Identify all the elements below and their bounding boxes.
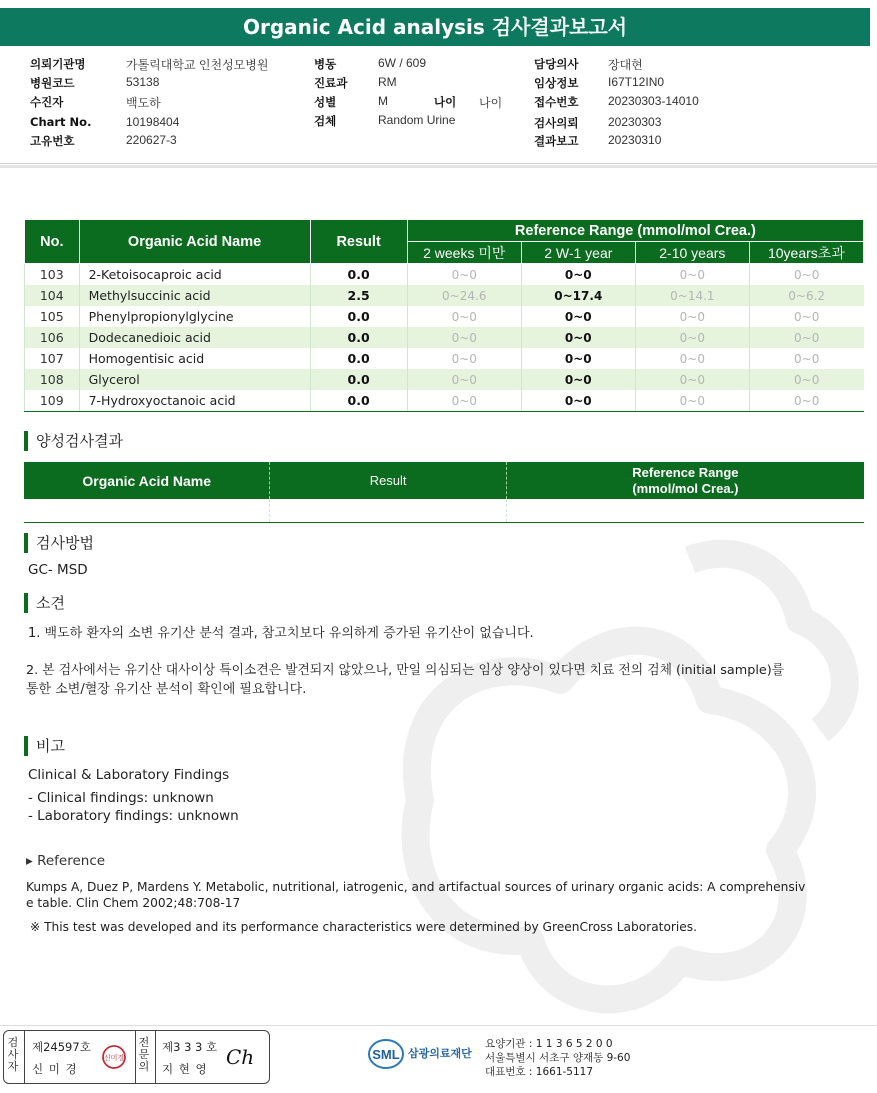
specialist-label: 전문의 [138, 1036, 150, 1073]
col-header-range [506, 462, 864, 499]
info-label: 고유번호 [30, 134, 75, 148]
table-row [25, 327, 864, 348]
cell-range: 0~0 [635, 390, 749, 412]
info-label: 담당의사 [534, 57, 579, 71]
cell-name: Dodecanedioic acid [79, 327, 310, 348]
info-value: 53138 [126, 75, 160, 89]
cell-range: 0~0 [407, 390, 521, 412]
section-title-remarks: 비고 [24, 736, 65, 756]
table-row [24, 499, 864, 523]
cell-name: 7-Hydroxyoctanoic acid [79, 390, 310, 412]
cell-result: 2.5 [310, 285, 407, 306]
cell-no: 107 [25, 348, 80, 369]
cell-range: 0~14.1 [635, 285, 749, 306]
info-value: 20230303-14010 [608, 94, 699, 108]
info-value: 가톨릭대학교 인천성모병원 [126, 58, 269, 72]
info-label: 검사의뢰 [534, 116, 579, 130]
cell-name: Glycerol [79, 369, 310, 390]
info-value: Random Urine [378, 113, 456, 127]
reference-title: ▸ Reference [26, 853, 106, 869]
info-label: 의뢰기관명 [30, 57, 86, 71]
cell-no: 109 [25, 390, 80, 412]
institution-code: 요양기관 : 1 1 3 6 5 2 0 0 [485, 1038, 613, 1050]
col-header-result: Result [270, 462, 506, 499]
info-value: 220627-3 [126, 133, 177, 147]
cell-name: Methylsuccinic acid [79, 285, 310, 306]
info-label: 병원코드 [30, 76, 75, 90]
handwritten-signature: Ch [226, 1045, 255, 1069]
seal-stamp-icon [102, 1045, 126, 1069]
watermark-graphic [360, 500, 877, 1020]
specialist-name: 지 현 영 [162, 1062, 208, 1076]
cell-name: Phenylpropionylglycine [79, 306, 310, 327]
institution-name: 삼광의료재단 [408, 1047, 472, 1060]
signature-box [3, 1030, 270, 1084]
patient-info [30, 56, 870, 156]
info-label: Chart No. [30, 115, 92, 129]
table-row [25, 348, 864, 369]
range-label-line1: Reference Range [632, 464, 739, 480]
remarks-line-2: - Clinical findings: unknown [28, 790, 214, 806]
col-subheader: 2-10 years [635, 242, 749, 264]
specialist-license: 제3 3 3 호 [162, 1040, 218, 1054]
cell-range: 0~0 [407, 348, 521, 369]
col-subheader: 10years초과 [749, 242, 863, 264]
section-title-findings: 소견 [24, 593, 65, 613]
cell-result: 0.0 [310, 390, 407, 412]
col-header-name: Organic Acid Name [24, 462, 270, 499]
info-label: 병동 [314, 57, 337, 71]
col-header-result: Result [310, 220, 407, 264]
info-value: 장대현 [608, 58, 643, 72]
col-subheader: 2 W-1 year [521, 242, 635, 264]
col-header-name: Organic Acid Name [79, 220, 310, 264]
divider [135, 1031, 136, 1083]
cell-name: Homogentisic acid [79, 348, 310, 369]
cell-range: 0~0 [521, 306, 635, 327]
cell-range: 0~0 [749, 369, 863, 390]
info-label: 진료과 [314, 76, 348, 90]
cell-range: 0~0 [635, 369, 749, 390]
cell-no: 108 [25, 369, 80, 390]
cell-range: 0~0 [749, 327, 863, 348]
info-value: I67T12IN0 [608, 75, 665, 89]
cell-range: 0~0 [521, 369, 635, 390]
institution-info [485, 1037, 630, 1079]
empty-cell [506, 499, 864, 523]
cell-range: 0~0 [749, 306, 863, 327]
section-title-method: 검사방법 [24, 533, 94, 553]
cell-range: 0~0 [407, 327, 521, 348]
cell-result: 0.0 [310, 369, 407, 390]
table-row [25, 306, 864, 327]
col-header-range: Reference Range (mmol/mol Crea.) [407, 220, 863, 242]
remarks-line-3: - Laboratory findings: unknown [28, 808, 239, 824]
info-label: 성별 [314, 95, 337, 109]
seal-stamp-text: 신미경 [103, 1054, 125, 1062]
cell-range: 0~0 [521, 348, 635, 369]
cell-range: 0~24.6 [407, 285, 521, 306]
info-label: 나이 [434, 95, 457, 109]
info-value: RM [378, 75, 397, 89]
info-value: 백도하 [126, 96, 161, 110]
divider [24, 1031, 25, 1083]
cell-range: 0~0 [635, 327, 749, 348]
cell-range: 0~0 [521, 264, 635, 286]
reference-line-1: Kumps A, Duez P, Mardens Y. Metabolic, nutritional, iatrogenic, and artifactual sources of urinary organic acids: A comprehensiv [26, 880, 806, 894]
institution-phone: 대표번호 : 1661-5117 [485, 1066, 594, 1078]
remarks-line-1: Clinical & Laboratory Findings [28, 767, 230, 783]
info-label: 임상정보 [534, 76, 579, 90]
table-row [25, 390, 864, 412]
info-value: 6W / 609 [378, 56, 427, 70]
cell-range: 0~6.2 [749, 285, 863, 306]
section-title-positive: 양성검사결과 [24, 431, 123, 451]
findings-line-2: 2. 본 검사에서는 유기산 대사이상 특이소견은 발견되지 않았으나, 만일 의심되는 임상 양상이 있다면 치료 전의 검체 (initial sample)를 [26, 663, 785, 678]
range-label-line2: (mmol/mol Crea.) [632, 480, 739, 496]
col-subheader: 2 weeks 미만 [407, 242, 521, 264]
cell-range: 0~0 [407, 264, 521, 286]
cell-no: 105 [25, 306, 80, 327]
reference-note: ※ This test was developed and its performance characteristics were determined by GreenCross Laboratories. [30, 920, 698, 934]
cell-no: 104 [25, 285, 80, 306]
sml-logo-icon [368, 1036, 404, 1072]
info-value: 20230310 [608, 133, 662, 147]
findings-line-1: 1. 백도하 환자의 소변 유기산 분석 결과, 참고치보다 유의하게 증가된 유기산이 없습니다. [28, 626, 534, 641]
divider [0, 165, 877, 168]
cell-range: 0~0 [749, 264, 863, 286]
info-label: 접수번호 [534, 95, 579, 109]
table-row [25, 264, 864, 286]
info-label: 수진자 [30, 95, 64, 109]
footer-divider [0, 1025, 877, 1026]
info-value: 나이 [479, 96, 503, 110]
col-header-no: No. [25, 220, 80, 264]
info-value: 10198404 [126, 115, 180, 129]
cell-name: 2-Ketoisocaproic acid [79, 264, 310, 286]
info-label: 결과보고 [534, 134, 579, 148]
cell-range: 0~0 [521, 327, 635, 348]
report-title: Organic Acid analysis 검사결과보고서 [0, 8, 870, 46]
sml-logo-text: SML [372, 1047, 400, 1062]
organic-acid-table [24, 219, 864, 412]
table-row [25, 369, 864, 390]
cell-range: 0~0 [521, 390, 635, 412]
cell-range: 0~0 [407, 306, 521, 327]
inspector-label: 검사자 [7, 1036, 19, 1073]
empty-cell [270, 499, 506, 523]
inspector-name: 신 미 경 [32, 1062, 78, 1076]
cell-result: 0.0 [310, 327, 407, 348]
divider [155, 1031, 156, 1083]
inspector-license: 제24597호 [32, 1040, 91, 1054]
cell-no: 103 [25, 264, 80, 286]
findings-line-3: 통한 소변/혈장 유기산 분석이 확인에 필요합니다. [26, 682, 307, 697]
reference-line-2: e table. Clin Chem 2002;48:708-17 [26, 896, 241, 910]
divider [0, 163, 877, 164]
cell-range: 0~0 [749, 348, 863, 369]
cell-range: 0~17.4 [521, 285, 635, 306]
cell-result: 0.0 [310, 306, 407, 327]
table-row [25, 285, 864, 306]
cell-range: 0~0 [407, 369, 521, 390]
cell-range: 0~0 [635, 306, 749, 327]
method-text: GC- MSD [28, 562, 88, 578]
cell-range: 0~0 [635, 264, 749, 286]
info-label: 검체 [314, 114, 337, 128]
info-value: M [378, 94, 388, 108]
empty-cell [24, 499, 270, 523]
cell-range: 0~0 [635, 348, 749, 369]
cell-result: 0.0 [310, 264, 407, 286]
info-value: 20230303 [608, 115, 662, 129]
cell-range: 0~0 [749, 390, 863, 412]
cell-no: 106 [25, 327, 80, 348]
positive-results-table [24, 462, 864, 523]
institution-address: 서울특별시 서초구 양재동 9-60 [485, 1052, 631, 1064]
cell-result: 0.0 [310, 348, 407, 369]
